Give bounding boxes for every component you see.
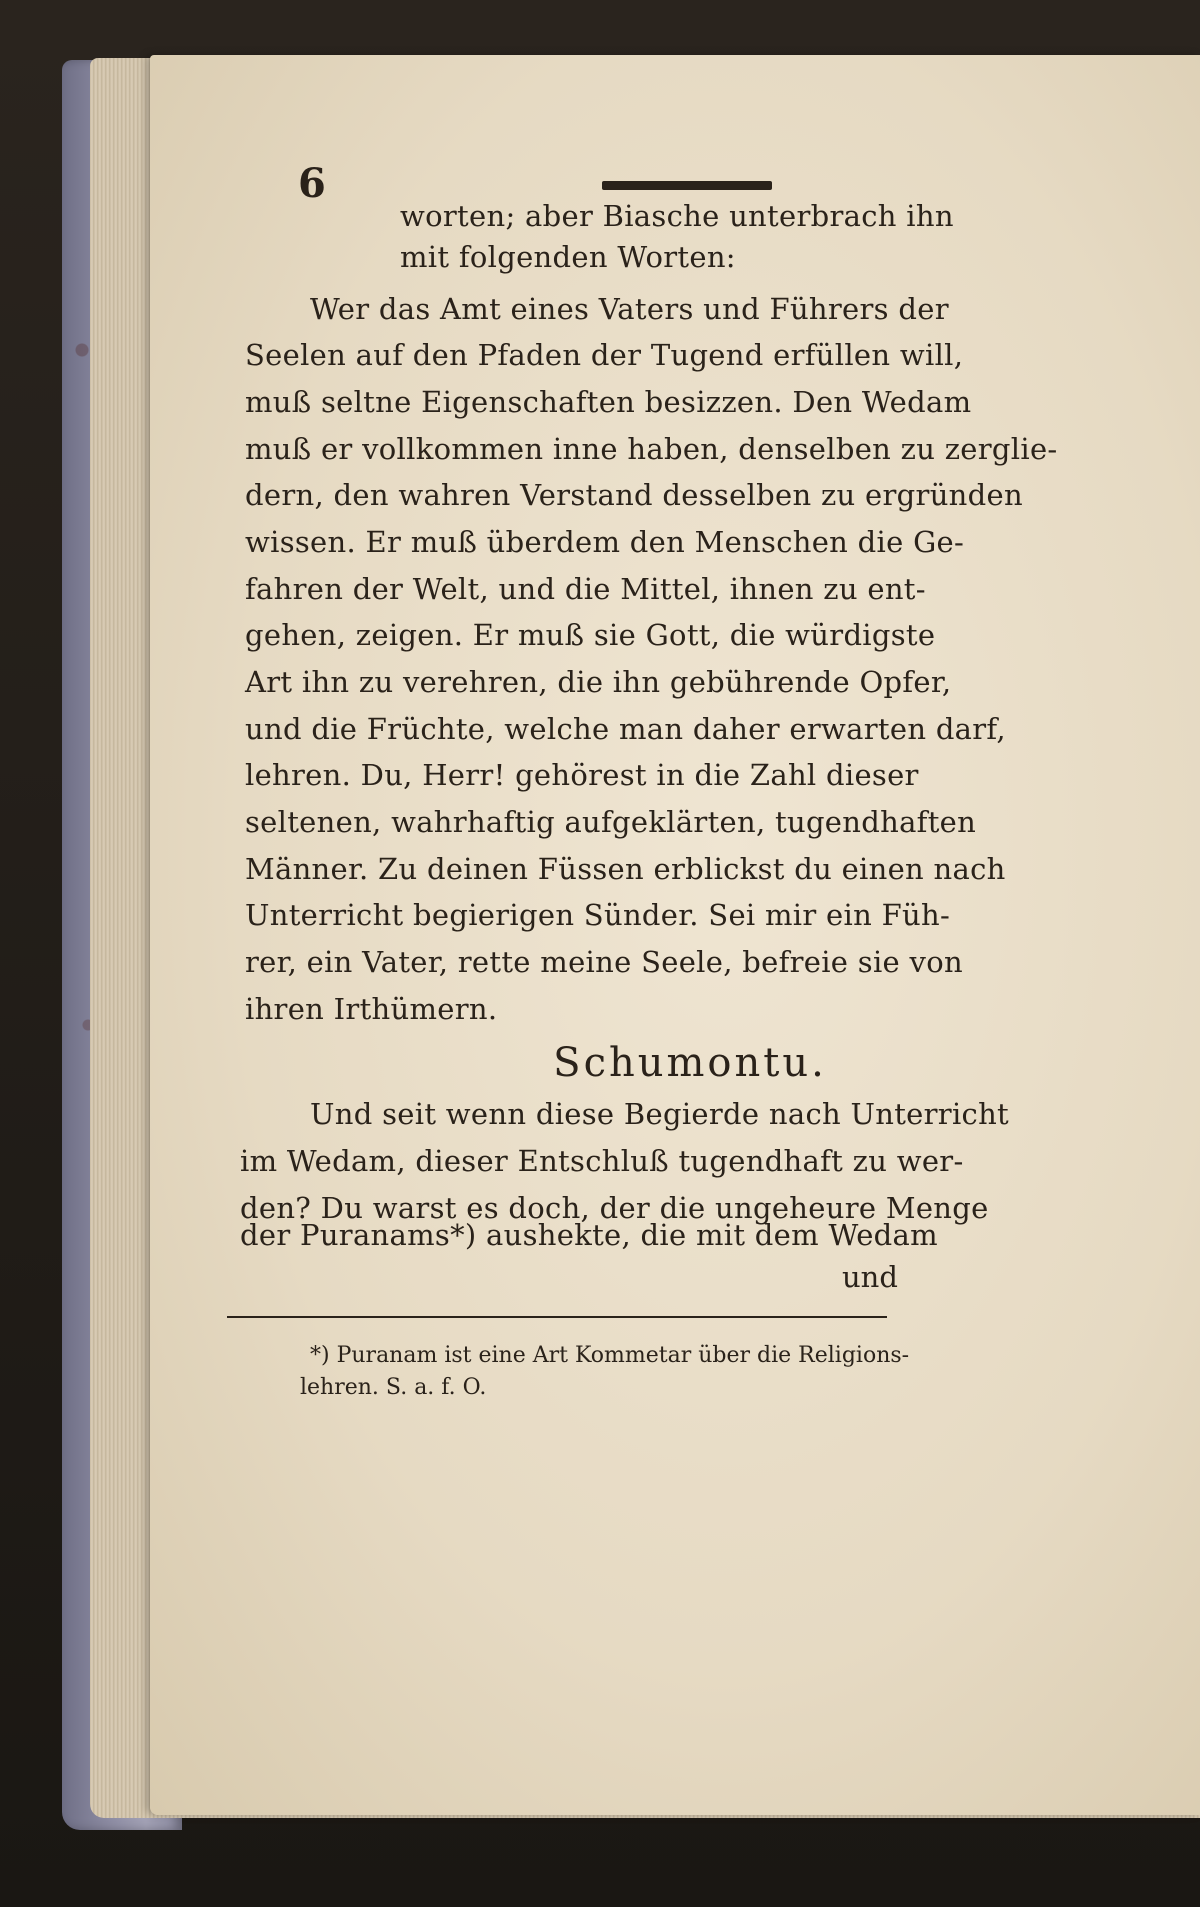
text-line: ihren Irthümern. [245, 992, 498, 1026]
footnote-line: lehren. S. a. f. O. [300, 1375, 487, 1400]
text-line: Männer. Zu deinen Füssen erblickst du einen nach [245, 852, 1006, 886]
text-line: mit folgenden Worten: [400, 240, 736, 274]
text-line: fahren der Welt, und die Mittel, ihnen zu ent- [245, 572, 926, 606]
text-line: muß er vollkommen inne haben, denselben zu zerglie- [245, 432, 1058, 466]
header-rule [602, 181, 772, 190]
page-number: 6 [298, 160, 326, 207]
text-line: rer, ein Vater, rette meine Seele, befreie sie von [245, 945, 963, 979]
text-line: Art ihn zu verehren, die ihn gebührende Opfer, [245, 665, 952, 699]
text-line: gehen, zeigen. Er muß sie Gott, die würdigste [245, 618, 936, 652]
text-line: Wer das Amt eines Vaters und Führers der [310, 292, 949, 326]
text-line: dern, den wahren Verstand desselben zu ergründen [245, 478, 1023, 512]
book-page [150, 55, 1200, 1815]
text-line: Und seit wenn diese Begierde nach Unterricht [310, 1097, 1010, 1131]
footnote-rule [227, 1316, 887, 1318]
text-line: seltenen, wahrhaftig aufgeklärten, tugendhaften [245, 805, 977, 839]
text-line: den? Du warst es doch, der die ungeheure Menge [240, 1191, 989, 1225]
text-line: lehren. Du, Herr! gehörest in die Zahl dieser [245, 758, 919, 792]
text-line: Unterricht begierigen Sünder. Sei mir ein Füh- [245, 898, 951, 932]
text-line: worten; aber Biasche unterbrach ihn [400, 199, 954, 233]
catchword: und [842, 1260, 898, 1294]
speaker-heading: Schumontu. [553, 1040, 827, 1086]
text-line: Seelen auf den Pfaden der Tugend erfüllen will, [245, 338, 964, 372]
text-line: muß seltne Eigenschaften besizzen. Den Wedam [245, 385, 972, 419]
text-line: der Puranams*) aushekte, die mit dem Wedam [240, 1218, 938, 1252]
page-content [150, 55, 1200, 1815]
text-line: im Wedam, dieser Entschluß tugendhaft zu wer- [240, 1144, 964, 1178]
text-line: wissen. Er muß überdem den Menschen die Ge- [245, 525, 965, 559]
text-line: und die Früchte, welche man daher erwarten darf, [245, 712, 1006, 746]
footnote-line: *) Puranam ist eine Art Kommetar über die Religions- [310, 1343, 910, 1368]
